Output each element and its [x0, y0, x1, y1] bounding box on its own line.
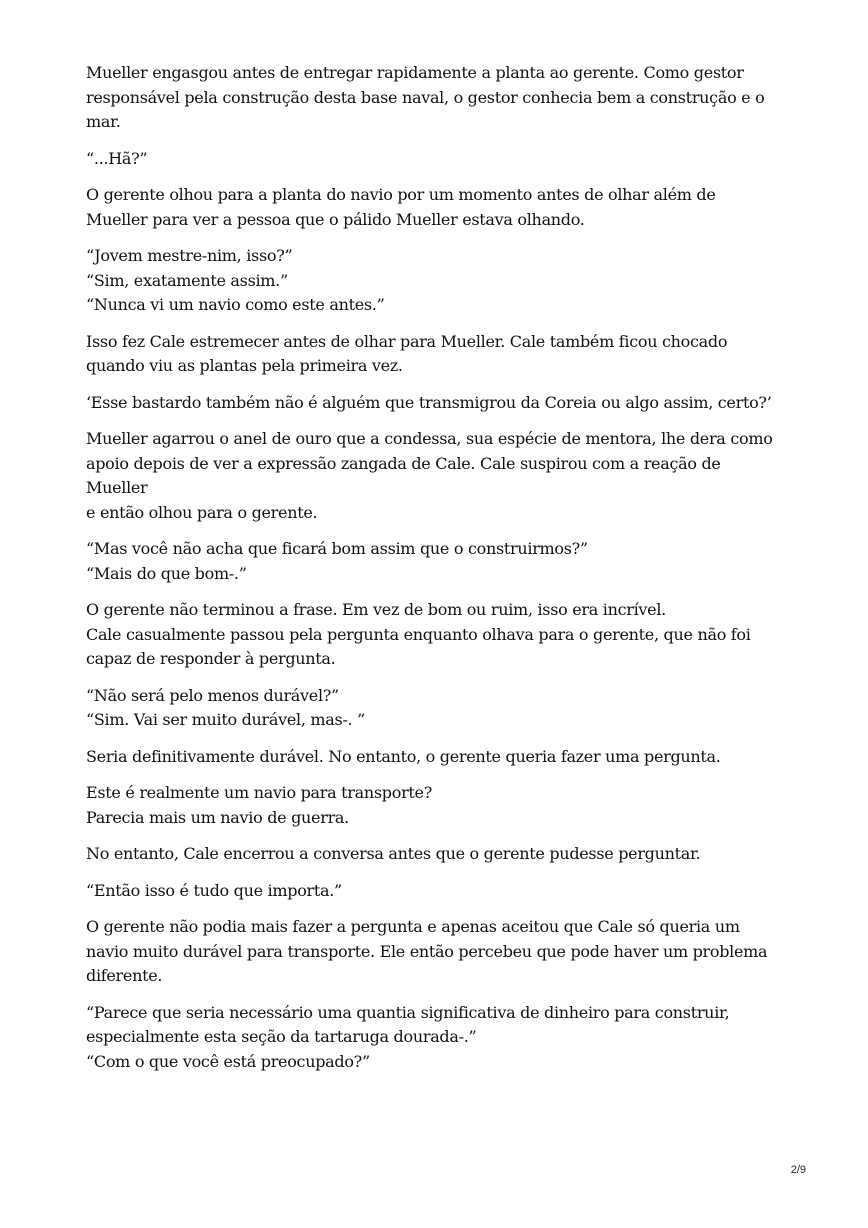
- text-line: responsável pela construção desta base naval, o gestor conhecia bem a construção e o: [86, 87, 765, 107]
- text-line: navio muito durável para transporte. Ele então percebeu que pode haver um problema: [86, 941, 768, 961]
- text-line: O gerente não podia mais fazer a pergunta e apenas aceitou que Cale só queria um: [86, 917, 740, 936]
- text-line: Isso fez Cale estremecer antes de olhar para Mueller. Cale também ficou chocado: [86, 331, 728, 351]
- paragraph: [86, 781, 786, 830]
- text-line: “Mas você não acha que ficará bom assim que o construirmos?”: [86, 539, 588, 558]
- text-line: ‘Esse bastardo também não é alguém que transmigrou da Coreia ou algo assim, certo?’: [86, 392, 772, 412]
- text-line: Mueller engasgou antes de entregar rapidamente a planta ao gerente. Como gestor: [86, 63, 744, 82]
- text-line: Mueller para ver a pessoa que o pálido Mueller estava olhando.: [86, 209, 585, 229]
- document-body: [86, 61, 786, 1086]
- paragraph: [86, 427, 786, 525]
- text-line: “Com o que você está preocupado?”: [86, 1051, 370, 1071]
- text-line: mar.: [86, 112, 121, 131]
- text-line: “Mais do que bom-.”: [86, 563, 247, 583]
- text-line: “Jovem mestre-nim, isso?”: [86, 246, 293, 265]
- text-line: Parecia mais um navio de guerra.: [86, 807, 349, 827]
- text-line: especialmente esta seção da tartaruga dourada-.”: [86, 1027, 477, 1046]
- paragraph: [86, 147, 786, 172]
- text-line: quando viu as plantas pela primeira vez.: [86, 356, 403, 375]
- text-line: “Sim, exatamente assim.”: [86, 270, 288, 290]
- page-number: 2/9: [790, 1164, 806, 1176]
- paragraph: [86, 244, 786, 318]
- paragraph: [86, 879, 786, 904]
- paragraph: [86, 391, 786, 416]
- paragraph: [86, 537, 786, 586]
- text-line: “Não será pelo menos durável?”: [86, 685, 339, 705]
- paragraph: [86, 684, 786, 733]
- paragraph: [86, 842, 786, 867]
- paragraph: [86, 183, 786, 232]
- text-line: “Então isso é tudo que importa.”: [86, 880, 342, 900]
- paragraph: [86, 598, 786, 672]
- text-line: Seria definitivamente durável. No entanto, o gerente queria fazer uma pergunta.: [86, 746, 721, 766]
- text-line: e então olhou para o gerente.: [86, 502, 318, 522]
- text-line: Este é realmente um navio para transporte?: [86, 783, 433, 802]
- text-line: “Sim. Vai ser muito durável, mas-. ”: [86, 710, 365, 729]
- text-line: Cale casualmente passou pela pergunta enquanto olhava para o gerente, que não foi: [86, 624, 751, 644]
- text-line: diferente.: [86, 966, 163, 985]
- text-line: O gerente não terminou a frase. Em vez de bom ou ruim, isso era incrível.: [86, 600, 666, 619]
- paragraph: [86, 745, 786, 770]
- paragraph: [86, 330, 786, 379]
- text-line: O gerente olhou para a planta do navio por um momento antes de olhar além de: [86, 185, 716, 204]
- text-line: capaz de responder à pergunta.: [86, 649, 336, 668]
- text-line: “...Hã?”: [86, 148, 148, 168]
- paragraph: [86, 915, 786, 989]
- paragraph: [86, 1001, 786, 1075]
- text-line: No entanto, Cale encerrou a conversa antes que o gerente pudesse perguntar.: [86, 844, 701, 863]
- text-line: “Nunca vi um navio como este antes.”: [86, 295, 385, 314]
- text-line: apoio depois de ver a expressão zangada de Cale. Cale suspirou com a reação de Mueller: [86, 453, 721, 497]
- text-line: “Parece que seria necessário uma quantia significativa de dinheiro para construir,: [86, 1002, 730, 1022]
- paragraph: [86, 61, 786, 135]
- text-line: Mueller agarrou o anel de ouro que a condessa, sua espécie de mentora, lhe dera como: [86, 429, 773, 448]
